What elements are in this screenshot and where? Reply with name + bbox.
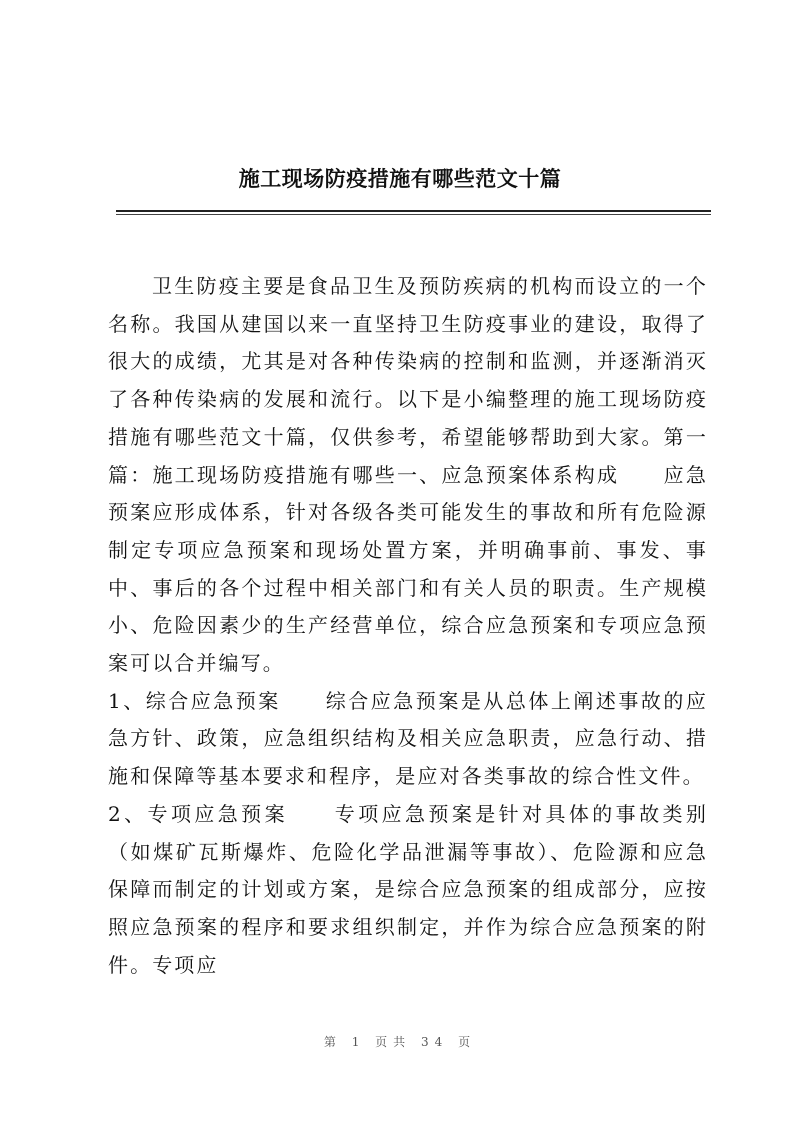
page-title: 施工现场防疫措施有哪些范文十篇 xyxy=(238,166,562,191)
paragraph-intro: 卫生防疫主要是食品卫生及预防疾病的机构而设立的一个名称。我国从建国以来一直坚持卫生防疫事业的建设，取得了很大的成绩，尤其是对各种传染病的控制和监测，并逐渐消灭了各种传染病的发展和流行。以下是小编整理的施工现场防疫措施有哪些范文十篇，仅供参考，希望能够帮助到大家。第一篇：施工现场防疫措施有哪些一、应急预案体系构成 应急预案应形成体系，针对各级各类可能发生的事故和所有危险源制定专项应急预案和现场处置方案，并明确事前、事发、事中、事后的各个过程中相关部门和有关人员的职责。生产规模小、危险因素少的生产经营单位，综合应急预案和专项应急预案可以合并编写。 xyxy=(108,274,708,676)
title-underline xyxy=(116,210,711,215)
page-number-footer: 第 1 页共 34 页 xyxy=(323,1035,477,1049)
document-body xyxy=(108,268,708,984)
paragraph-special-plan: 2、专项应急预案 专项应急预案是针对具体的事故类别（如煤矿瓦斯爆炸、危险化学品泄漏等事故）、危险源和应急保障而制定的计划或方案，是综合应急预案的组成部分，应按照应急预案的程序和要求组织制定，并作为综合应急预案的附件。专项应 xyxy=(108,801,708,977)
paragraph-comprehensive-plan: 1、综合应急预案 综合应急预案是从总体上阐述事故的应急方针、政策，应急组织结构及相关应急职责，应急行动、措施和保障等基本要求和程序，是应对各类事故的综合性文件。 xyxy=(108,688,708,789)
